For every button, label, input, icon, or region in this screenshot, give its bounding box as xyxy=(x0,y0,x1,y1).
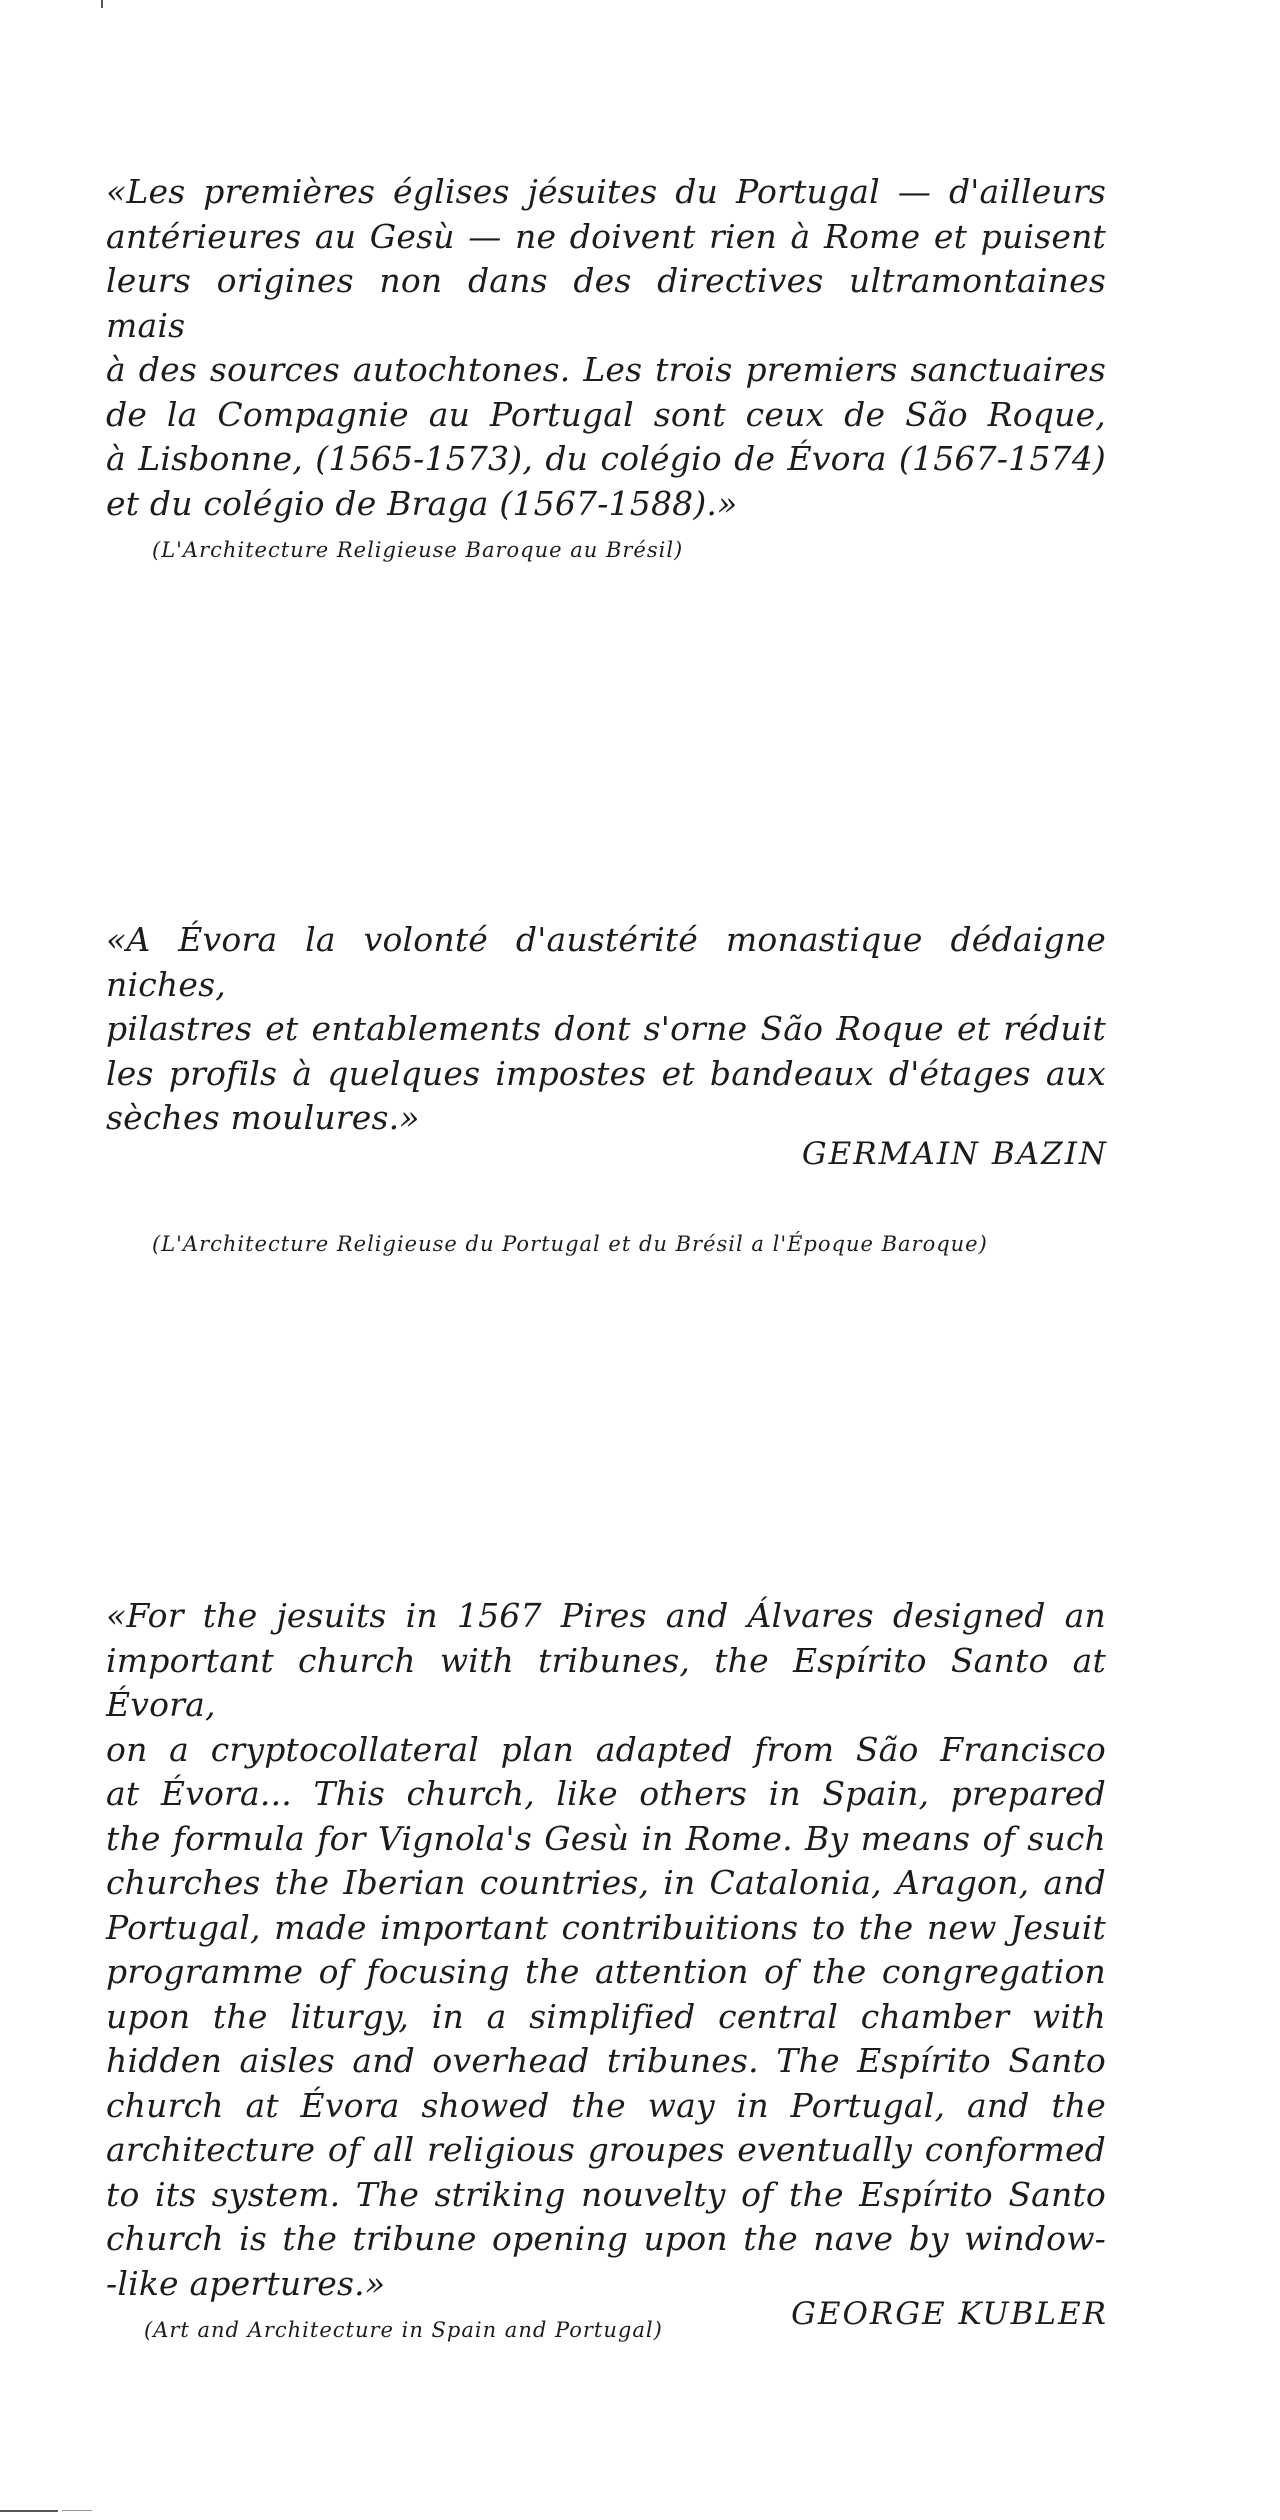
quote-line: «Les premières églises jésuites du Portugal — d'ailleurs xyxy=(106,172,1106,211)
quote-line: pilastres et entablements dont s'orne São Roque et réduit xyxy=(106,1009,1106,1048)
citation-source: (Art and Architecture in Spain and Portugal) xyxy=(144,2318,663,2342)
quote-line: to its system. The striking nouvelty of the Espírito Santo xyxy=(106,2174,1106,2214)
quote-line: church is the tribune opening upon the nave by window- xyxy=(106,2219,1106,2258)
quote-line: church at Évora showed the way in Portugal, and the xyxy=(106,2085,1106,2125)
quote-line: sèches moulures.» xyxy=(106,1098,420,1137)
quote-line: churches the Iberian countries, in Catalonia, Aragon, and xyxy=(106,1863,1106,1902)
quote-line: -like apertures.» xyxy=(106,2263,386,2303)
quote-kubler xyxy=(106,1594,1106,2306)
quote-line: Portugal, made important contribuitions to the new Jesuit xyxy=(106,1907,1106,1947)
quote-line: hidden aisles and overhead tribunes. The Espírito Santo xyxy=(106,2041,1106,2080)
scan-mark-bottom-faint xyxy=(62,2510,92,2511)
quote-bazin-portugal-bresil xyxy=(106,918,1106,1141)
citation-source: (L'Architecture Religieuse Baroque au Brésil) xyxy=(152,538,684,562)
quote-line: leurs origines non dans des directives ultramontaines mais xyxy=(106,261,1106,345)
quote-line: important church with tribunes, the Espírito Santo at Évora, xyxy=(106,1640,1106,1724)
quote-line: programme of focusing the attention of the congregation xyxy=(106,1952,1106,1991)
quote-line: on a cryptocollateral plan adapted from São Francisco xyxy=(106,1729,1106,1769)
quote-line: à Lisbonne, (1565-1573), du colégio de Évora (1567-1574) xyxy=(106,439,1106,478)
quote-line: «A Évora la volonté d'austérité monastique dédaigne niches, xyxy=(106,920,1106,1004)
author-name: GEORGE KUBLER xyxy=(791,2296,1108,2332)
citation-source: (L'Architecture Religieuse du Portugal et du Brésil a l'Époque Baroque) xyxy=(152,1232,988,1256)
quote-line: et du colégio de Braga (1567-1588).» xyxy=(106,483,738,523)
quote-line: upon the liturgy, in a simplified central chamber with xyxy=(106,1996,1106,2036)
quote-line: the formula for Vignola's Gesù in Rome. By means of such xyxy=(106,1818,1106,1858)
quote-line: antérieures au Gesù — ne doivent rien à Rome et puisent xyxy=(106,216,1106,256)
scan-mark-bottom xyxy=(0,2510,58,2512)
quote-line: «For the jesuits in 1567 Pires and Álvares designed an xyxy=(106,1596,1106,1635)
author-name: GERMAIN BAZIN xyxy=(801,1136,1108,1172)
quote-bazin-baroque-bresil xyxy=(106,170,1106,526)
quote-text xyxy=(106,1594,1106,2306)
quote-line: architecture of all religious groupes eventually conformed xyxy=(106,2130,1106,2169)
scan-mark-top xyxy=(101,0,103,8)
quote-text xyxy=(106,170,1106,526)
quote-line: à des sources autochtones. Les trois premiers sanctuaires xyxy=(106,350,1106,389)
quote-line: at Évora... This church, like others in Spain, prepared xyxy=(106,1774,1106,1813)
quote-line: de la Compagnie au Portugal sont ceux de São Roque, xyxy=(106,394,1106,434)
quote-text xyxy=(106,918,1106,1141)
quote-line: les profils à quelques impostes et bandeaux d'étages aux xyxy=(106,1053,1106,1093)
